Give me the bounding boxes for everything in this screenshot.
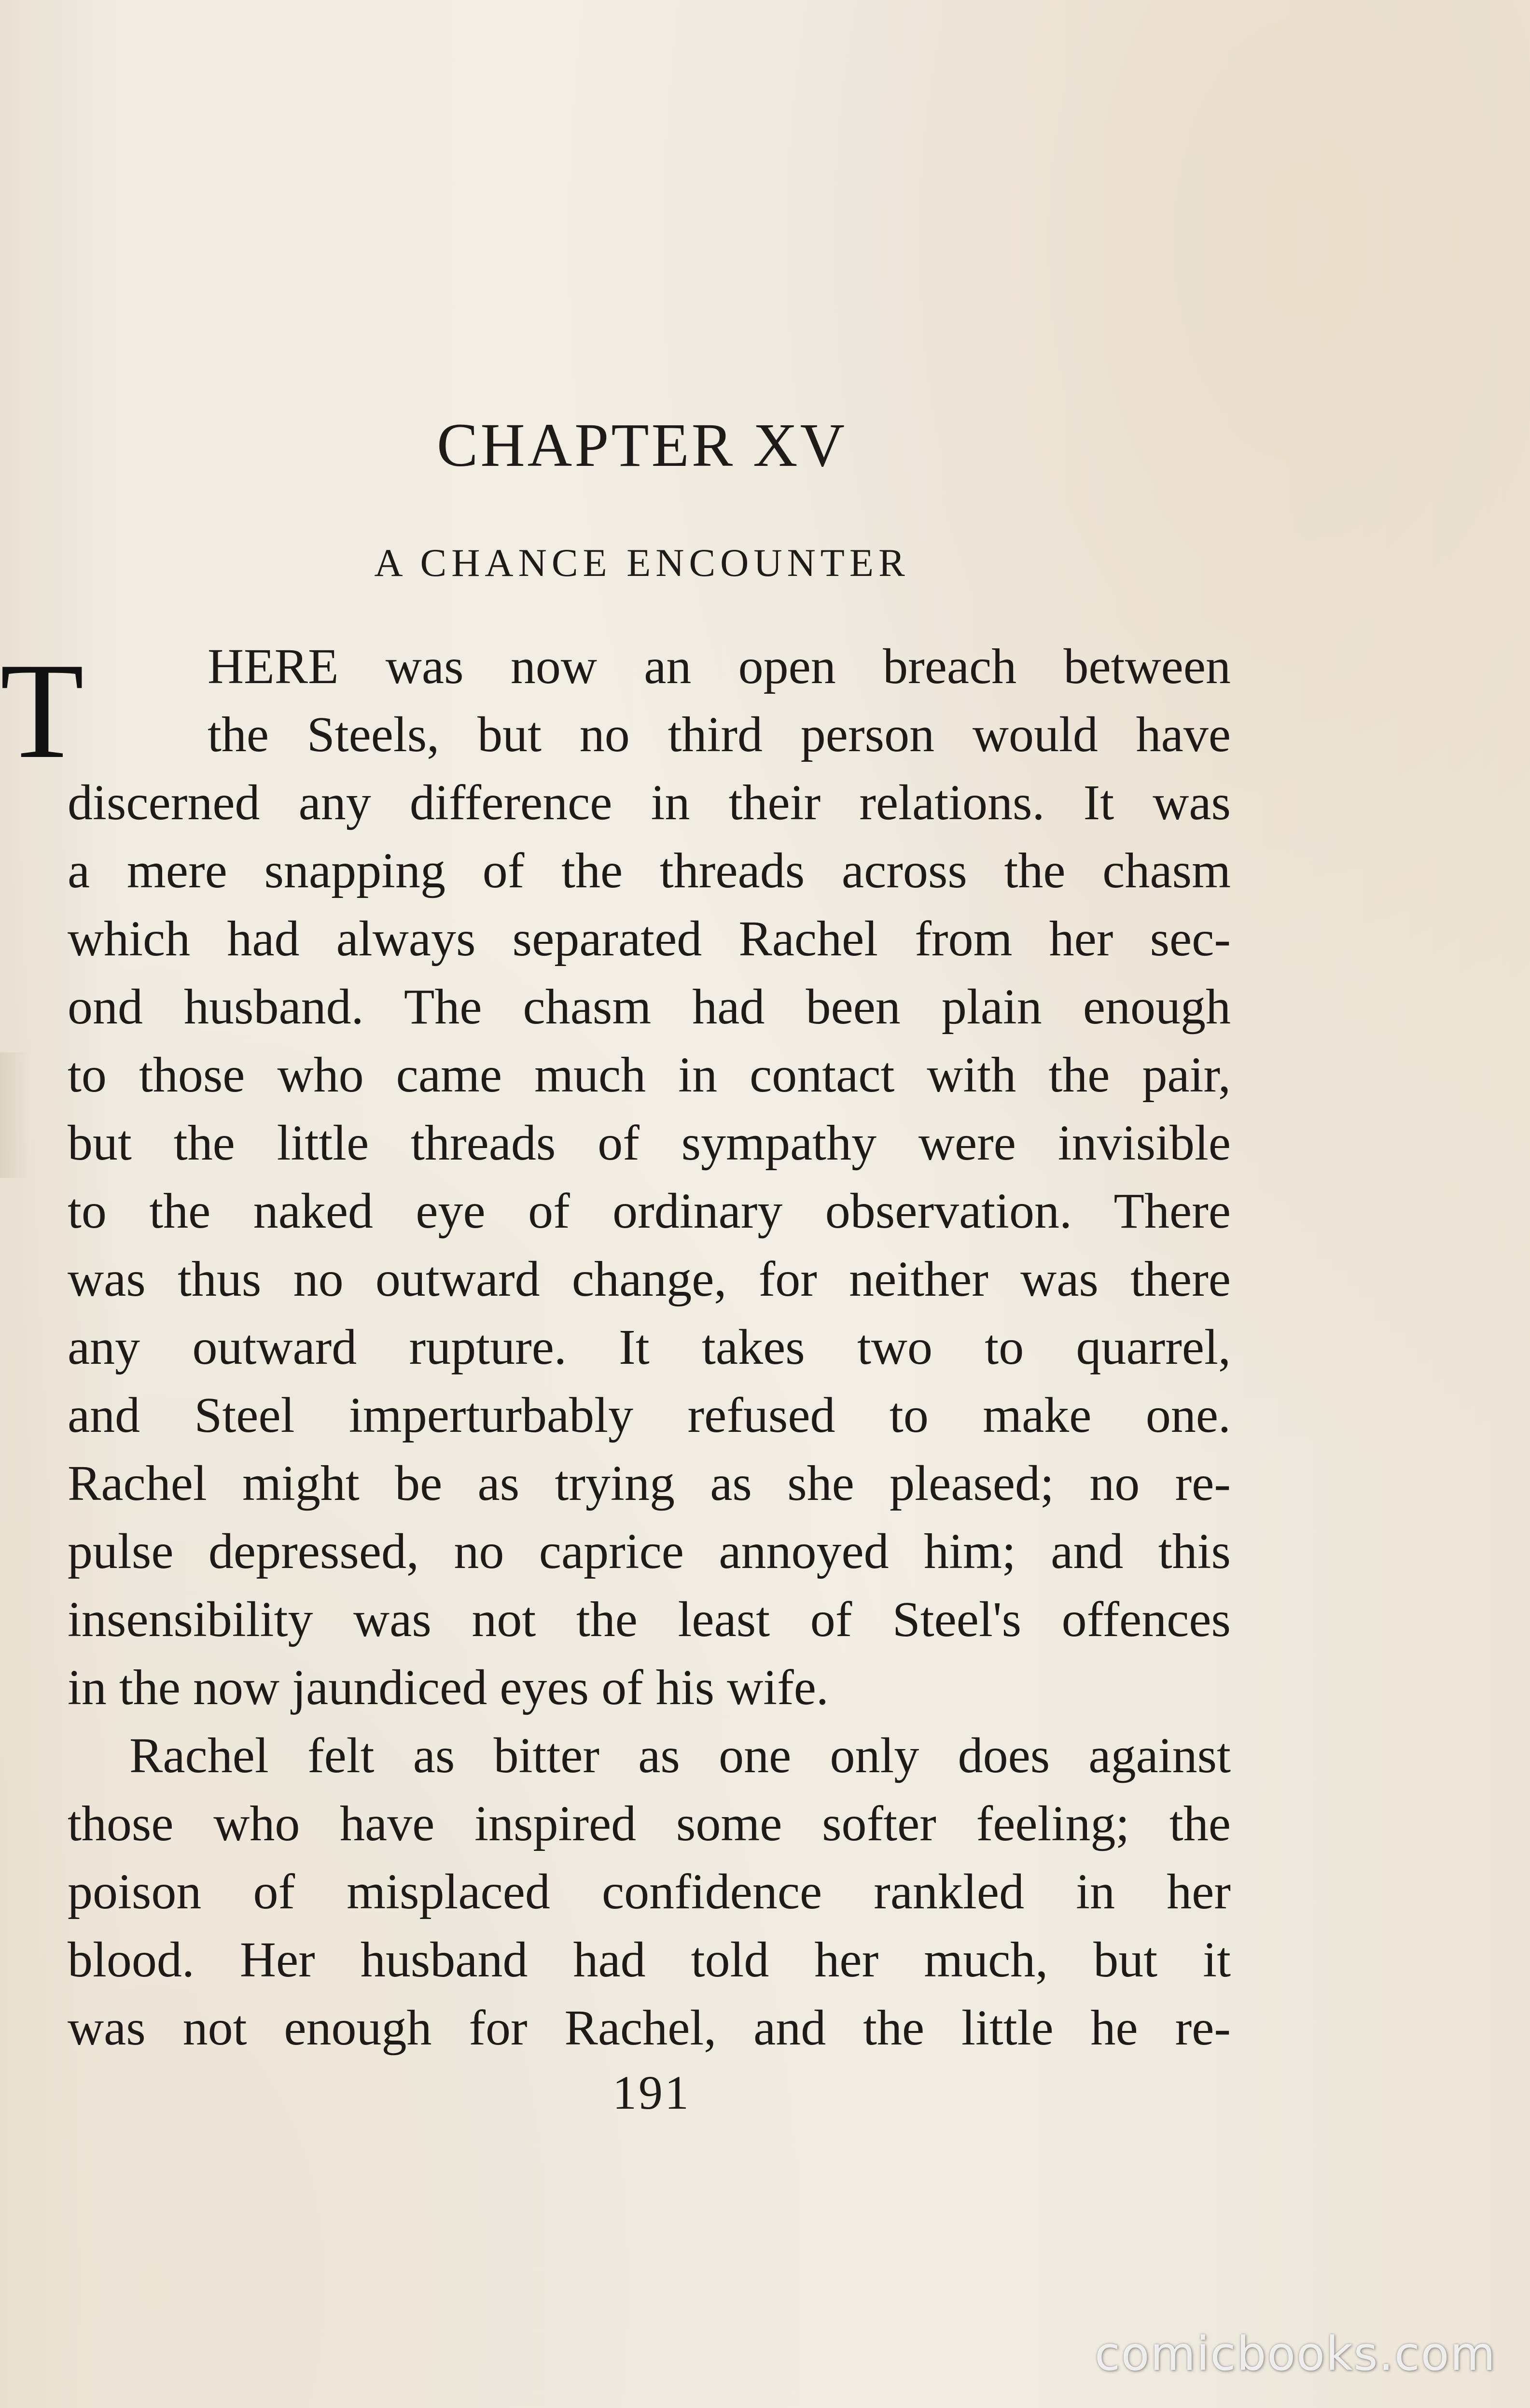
text-line: the Steels, but no third person would have (208, 707, 1231, 762)
text-line: to the naked eye of ordinary observation. There (68, 1183, 1231, 1239)
text-line: insensibility was not the least of Steel's offences (68, 1592, 1231, 1647)
text-line: to those who came much in contact with the pair, (68, 1047, 1231, 1103)
watermark: comicbooks.com (1094, 2327, 1496, 2381)
text-line: but the little threads of sympathy were invisible (68, 1115, 1231, 1171)
page-crease (0, 1052, 29, 1178)
page-number: 191 (612, 2066, 691, 2119)
text-line: was thus no outward change, for neither was there (68, 1251, 1231, 1307)
text-line: HERE was now an open breach between (208, 639, 1231, 694)
text-line: pulse depressed, no caprice annoyed him; and this (68, 1524, 1231, 1579)
text-line: was not enough for Rachel, and the little he re- (68, 2000, 1231, 2056)
text-line: those who have inspired some softer feeling; the (68, 1796, 1231, 1851)
chapter-title: CHAPTER XV (436, 411, 848, 479)
text-line: in the now jaundiced eyes of his wife. (68, 1660, 829, 1715)
text-line: Rachel might be as trying as she pleased; no re- (68, 1456, 1231, 1511)
text-line: Rachel felt as bitter as one only does against (129, 1728, 1231, 1783)
text-line: ond husband. The chasm had been plain enough (68, 979, 1231, 1035)
body-text (68, 632, 1231, 2062)
chapter-subtitle: A CHANCE ENCOUNTER (374, 541, 910, 585)
text-line: any outward rupture. It takes two to quarrel, (68, 1319, 1231, 1375)
text-line: a mere snapping of the threads across the chasm (68, 843, 1231, 898)
text-line: and Steel imperturbably refused to make one. (68, 1387, 1231, 1443)
text-line: which had always separated Rachel from her sec- (68, 911, 1231, 966)
text-line: poison of misplaced confidence rankled in her (68, 1864, 1231, 1919)
drop-cap: T (0, 634, 84, 787)
text-line: discerned any difference in their relations. It was (68, 775, 1231, 830)
text-line: blood. Her husband had told her much, but it (68, 1932, 1231, 1988)
